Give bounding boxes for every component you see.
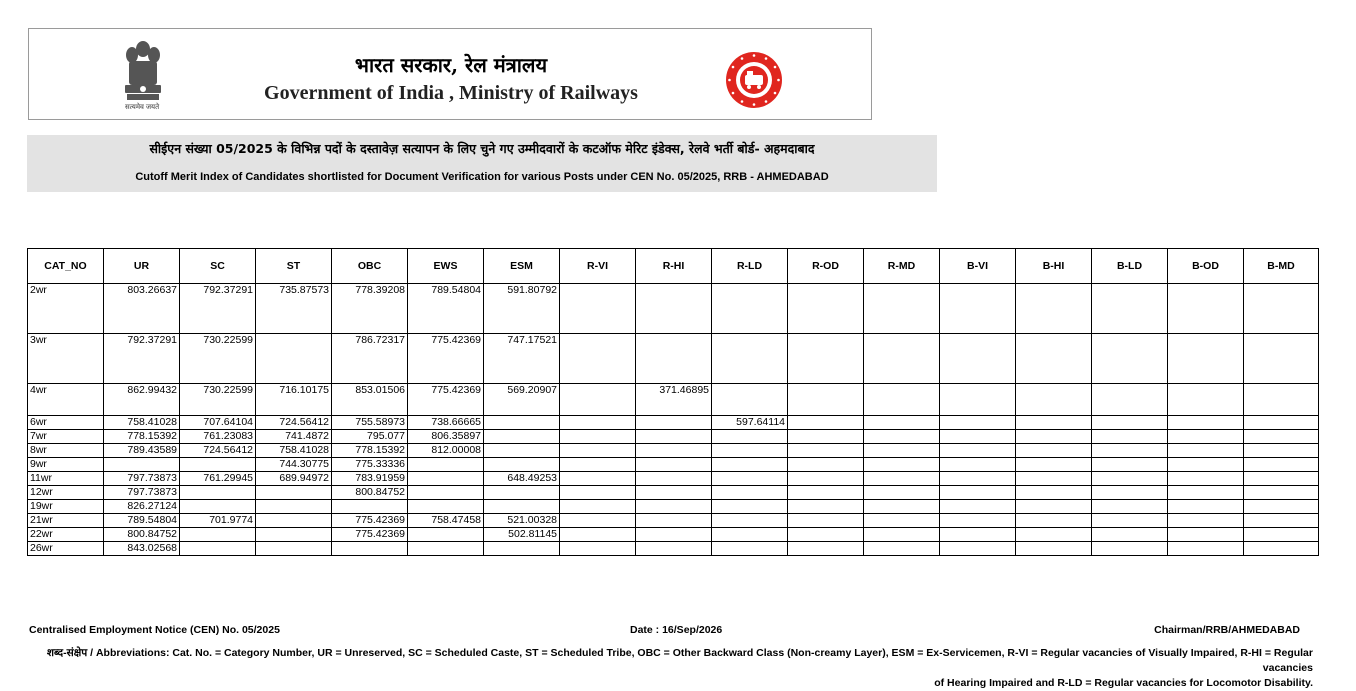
- score-cell: [940, 458, 1016, 472]
- score-cell: [636, 458, 712, 472]
- score-cell: [408, 500, 484, 514]
- score-cell: [180, 500, 256, 514]
- score-cell: [788, 542, 864, 556]
- score-cell: [788, 416, 864, 430]
- score-cell: [1244, 486, 1319, 500]
- column-header-b-hi: B-HI: [1016, 249, 1092, 284]
- table-row: [28, 472, 1319, 486]
- category-cell: 8wr: [28, 444, 104, 458]
- score-cell: [484, 444, 560, 458]
- score-cell: [1244, 458, 1319, 472]
- score-cell: [560, 430, 636, 444]
- score-cell: [636, 514, 712, 528]
- score-cell: 701.9774: [180, 514, 256, 528]
- score-cell: [712, 284, 788, 334]
- score-cell: [408, 542, 484, 556]
- score-cell: [104, 458, 180, 472]
- score-cell: [484, 486, 560, 500]
- score-cell: [1244, 416, 1319, 430]
- score-cell: [256, 486, 332, 500]
- score-cell: [1092, 444, 1168, 458]
- score-cell: [940, 444, 1016, 458]
- column-header-obc: OBC: [332, 249, 408, 284]
- score-cell: [1168, 458, 1244, 472]
- score-cell: [1016, 486, 1092, 500]
- score-cell: [1092, 486, 1168, 500]
- score-cell: [940, 430, 1016, 444]
- table-row: [28, 384, 1319, 416]
- score-cell: [712, 472, 788, 486]
- score-cell: [788, 334, 864, 384]
- score-cell: 597.64114: [712, 416, 788, 430]
- score-cell: [1092, 500, 1168, 514]
- table-row: [28, 514, 1319, 528]
- score-cell: 775.42369: [332, 514, 408, 528]
- abbreviations-line-1: शब्द-संक्षेप / Abbreviations: Cat. No. = Category Number, UR = Unreserved, SC = Scheduled Caste, ST = Scheduled Tribe, OBC = Other Backward Class (Non-creamy Layer), ESM = Ex-Servicemen, R-VI = Regular vacancies of Visually Impaired, R-HI = Regular vacancies: [46, 647, 1313, 674]
- signatory: Chairman/RRB/AHMEDABAD: [1154, 624, 1300, 636]
- score-cell: [940, 542, 1016, 556]
- score-cell: 724.56412: [180, 444, 256, 458]
- score-cell: 806.35897: [408, 430, 484, 444]
- cutoff-merit-table: [27, 248, 1319, 556]
- table-header-row: [28, 249, 1319, 284]
- score-cell: [788, 528, 864, 542]
- score-cell: [1244, 384, 1319, 416]
- score-cell: [864, 486, 940, 500]
- score-cell: 792.37291: [180, 284, 256, 334]
- score-cell: [1168, 384, 1244, 416]
- score-cell: [864, 444, 940, 458]
- score-cell: [332, 542, 408, 556]
- score-cell: 744.30775: [256, 458, 332, 472]
- score-cell: [256, 514, 332, 528]
- score-cell: 371.46895: [636, 384, 712, 416]
- score-cell: 853.01506: [332, 384, 408, 416]
- score-cell: 502.81145: [484, 528, 560, 542]
- score-cell: 775.33336: [332, 458, 408, 472]
- score-cell: [484, 416, 560, 430]
- score-cell: 775.42369: [408, 384, 484, 416]
- score-cell: 800.84752: [104, 528, 180, 542]
- score-cell: [180, 486, 256, 500]
- score-cell: [1168, 528, 1244, 542]
- indian-railways-logo-icon: [725, 51, 783, 109]
- score-cell: 778.15392: [104, 430, 180, 444]
- score-cell: [1016, 444, 1092, 458]
- score-cell: 689.94972: [256, 472, 332, 486]
- column-header-r-vi: R-VI: [560, 249, 636, 284]
- table-row: [28, 430, 1319, 444]
- score-cell: [408, 472, 484, 486]
- score-cell: [864, 416, 940, 430]
- score-cell: [484, 458, 560, 472]
- score-cell: [408, 528, 484, 542]
- table-row: [28, 486, 1319, 500]
- column-header-r-od: R-OD: [788, 249, 864, 284]
- score-cell: 730.22599: [180, 384, 256, 416]
- category-cell: 12wr: [28, 486, 104, 500]
- abbreviations-note: [29, 646, 1313, 691]
- score-cell: [940, 284, 1016, 334]
- score-cell: [560, 284, 636, 334]
- score-cell: [712, 458, 788, 472]
- table-row: [28, 542, 1319, 556]
- score-cell: [1016, 416, 1092, 430]
- score-cell: [864, 284, 940, 334]
- column-header-ews: EWS: [408, 249, 484, 284]
- score-cell: [560, 444, 636, 458]
- score-cell: [864, 384, 940, 416]
- notice-title-band: [27, 135, 937, 192]
- score-cell: [1168, 486, 1244, 500]
- score-cell: [940, 384, 1016, 416]
- score-cell: [788, 384, 864, 416]
- score-cell: [864, 334, 940, 384]
- score-cell: [940, 500, 1016, 514]
- score-cell: [180, 542, 256, 556]
- score-cell: [1244, 472, 1319, 486]
- score-cell: 738.66665: [408, 416, 484, 430]
- score-cell: 724.56412: [256, 416, 332, 430]
- score-cell: [1244, 542, 1319, 556]
- score-cell: [864, 542, 940, 556]
- score-cell: [636, 334, 712, 384]
- score-cell: 735.87573: [256, 284, 332, 334]
- ministry-title-english: Government of India , Ministry of Railways: [264, 82, 638, 104]
- category-cell: 26wr: [28, 542, 104, 556]
- score-cell: [788, 458, 864, 472]
- emblem-motto: सत्यमेव जयते: [125, 104, 160, 111]
- abbreviations-line-2: of Hearing Impaired and R-LD = Regular vacancies for Locomotor Disability.: [934, 677, 1313, 689]
- score-cell: [1016, 500, 1092, 514]
- table-row: [28, 334, 1319, 384]
- score-cell: [712, 486, 788, 500]
- score-cell: [1168, 284, 1244, 334]
- notice-title-english: Cutoff Merit Index of Candidates shortlisted for Document Verification for various Posts under CEN No. 05/2025, RRB - AHMEDABAD: [135, 171, 829, 183]
- score-cell: [940, 334, 1016, 384]
- score-cell: 800.84752: [332, 486, 408, 500]
- score-cell: [1092, 514, 1168, 528]
- score-cell: [560, 416, 636, 430]
- column-header-b-od: B-OD: [1168, 249, 1244, 284]
- score-cell: [1016, 458, 1092, 472]
- score-cell: [940, 416, 1016, 430]
- score-cell: [1092, 458, 1168, 472]
- score-cell: 741.4872: [256, 430, 332, 444]
- column-header-esm: ESM: [484, 249, 560, 284]
- column-header-r-ld: R-LD: [712, 249, 788, 284]
- table-row: [28, 444, 1319, 458]
- score-cell: [636, 284, 712, 334]
- score-cell: [712, 500, 788, 514]
- notice-date: Date : 16/Sep/2026: [630, 624, 723, 636]
- score-cell: [560, 542, 636, 556]
- table-row: [28, 284, 1319, 334]
- column-header-r-md: R-MD: [864, 249, 940, 284]
- notice-title-hindi: सीईएन संख्या 05/2025 के विभिन्न पदों के दस्तावेज़ सत्यापन के लिए चुने गए उम्मीदवारों के कटऑफ मेरिट इंडेक्स, रेलवे भर्ती बोर्ड- अहमदाबाद: [149, 141, 815, 156]
- score-cell: [560, 334, 636, 384]
- category-cell: 21wr: [28, 514, 104, 528]
- score-cell: [1244, 528, 1319, 542]
- score-cell: 797.73873: [104, 472, 180, 486]
- score-cell: [940, 472, 1016, 486]
- score-cell: [712, 528, 788, 542]
- score-cell: [1016, 384, 1092, 416]
- score-cell: [636, 486, 712, 500]
- score-cell: [1244, 334, 1319, 384]
- score-cell: [560, 472, 636, 486]
- score-cell: [712, 514, 788, 528]
- score-cell: 803.26637: [104, 284, 180, 334]
- score-cell: 786.72317: [332, 334, 408, 384]
- score-cell: [1092, 430, 1168, 444]
- score-cell: [1244, 444, 1319, 458]
- category-cell: 3wr: [28, 334, 104, 384]
- score-cell: [864, 500, 940, 514]
- category-cell: 19wr: [28, 500, 104, 514]
- score-cell: [484, 500, 560, 514]
- score-cell: [1092, 542, 1168, 556]
- score-cell: 789.54804: [408, 284, 484, 334]
- score-cell: [788, 486, 864, 500]
- score-cell: [1016, 430, 1092, 444]
- score-cell: [1244, 430, 1319, 444]
- score-cell: 812.00008: [408, 444, 484, 458]
- score-cell: 707.64104: [180, 416, 256, 430]
- score-cell: [1168, 500, 1244, 514]
- score-cell: 789.43589: [104, 444, 180, 458]
- score-cell: 569.20907: [484, 384, 560, 416]
- score-cell: [712, 384, 788, 416]
- score-cell: [788, 284, 864, 334]
- score-cell: [864, 458, 940, 472]
- table-row: [28, 416, 1319, 430]
- score-cell: 761.23083: [180, 430, 256, 444]
- score-cell: [940, 514, 1016, 528]
- column-header-ur: UR: [104, 249, 180, 284]
- column-header-st: ST: [256, 249, 332, 284]
- score-cell: [1168, 542, 1244, 556]
- score-cell: 716.10175: [256, 384, 332, 416]
- score-cell: 758.41028: [104, 416, 180, 430]
- letterhead: [28, 28, 872, 120]
- score-cell: 797.73873: [104, 486, 180, 500]
- score-cell: [1092, 284, 1168, 334]
- cen-reference: Centralised Employment Notice (CEN) No. 05/2025: [29, 624, 280, 636]
- score-cell: [1092, 416, 1168, 430]
- score-cell: [712, 542, 788, 556]
- table-row: [28, 458, 1319, 472]
- score-cell: [788, 514, 864, 528]
- score-cell: [180, 458, 256, 472]
- score-cell: 755.58973: [332, 416, 408, 430]
- score-cell: [484, 430, 560, 444]
- score-cell: 789.54804: [104, 514, 180, 528]
- ministry-title-hindi: भारत सरकार, रेल मंत्रालय: [354, 53, 548, 77]
- score-cell: [560, 458, 636, 472]
- score-cell: [1168, 472, 1244, 486]
- score-cell: [560, 486, 636, 500]
- score-cell: [560, 514, 636, 528]
- score-cell: [636, 444, 712, 458]
- table-row: [28, 500, 1319, 514]
- score-cell: [636, 528, 712, 542]
- category-cell: 11wr: [28, 472, 104, 486]
- score-cell: [1168, 444, 1244, 458]
- score-cell: [712, 334, 788, 384]
- score-cell: 843.02568: [104, 542, 180, 556]
- score-cell: [560, 384, 636, 416]
- score-cell: [788, 500, 864, 514]
- score-cell: 795.077: [332, 430, 408, 444]
- score-cell: [788, 472, 864, 486]
- score-cell: [1092, 528, 1168, 542]
- score-cell: 775.42369: [408, 334, 484, 384]
- table-row: [28, 528, 1319, 542]
- score-cell: [1168, 334, 1244, 384]
- score-cell: [940, 528, 1016, 542]
- score-cell: 648.49253: [484, 472, 560, 486]
- score-cell: [560, 500, 636, 514]
- score-cell: [864, 528, 940, 542]
- score-cell: 778.39208: [332, 284, 408, 334]
- score-cell: [1016, 472, 1092, 486]
- column-header-r-hi: R-HI: [636, 249, 712, 284]
- score-cell: [636, 500, 712, 514]
- score-cell: [788, 430, 864, 444]
- score-cell: 862.99432: [104, 384, 180, 416]
- score-cell: [408, 458, 484, 472]
- score-cell: [1016, 528, 1092, 542]
- score-cell: [484, 542, 560, 556]
- category-cell: 22wr: [28, 528, 104, 542]
- score-cell: [1016, 334, 1092, 384]
- score-cell: [1016, 542, 1092, 556]
- score-cell: [408, 486, 484, 500]
- score-cell: [636, 542, 712, 556]
- score-cell: 758.41028: [256, 444, 332, 458]
- score-cell: [1244, 500, 1319, 514]
- category-cell: 7wr: [28, 430, 104, 444]
- category-cell: 4wr: [28, 384, 104, 416]
- column-header-b-ld: B-LD: [1092, 249, 1168, 284]
- score-cell: 747.17521: [484, 334, 560, 384]
- score-cell: [712, 430, 788, 444]
- score-cell: 730.22599: [180, 334, 256, 384]
- score-cell: [864, 472, 940, 486]
- score-cell: 591.80792: [484, 284, 560, 334]
- score-cell: [1244, 284, 1319, 334]
- score-cell: [256, 334, 332, 384]
- score-cell: [1168, 416, 1244, 430]
- score-cell: [940, 486, 1016, 500]
- score-cell: [256, 528, 332, 542]
- score-cell: [1092, 384, 1168, 416]
- score-cell: [1168, 514, 1244, 528]
- score-cell: [1244, 514, 1319, 528]
- score-cell: [712, 444, 788, 458]
- score-cell: [636, 416, 712, 430]
- category-cell: 6wr: [28, 416, 104, 430]
- score-cell: [1092, 472, 1168, 486]
- score-cell: [1016, 284, 1092, 334]
- score-cell: [636, 472, 712, 486]
- score-cell: 758.47458: [408, 514, 484, 528]
- column-header-cat-no: CAT_NO: [28, 249, 104, 284]
- score-cell: 761.29945: [180, 472, 256, 486]
- column-header-b-md: B-MD: [1244, 249, 1319, 284]
- score-cell: [788, 444, 864, 458]
- category-cell: 9wr: [28, 458, 104, 472]
- score-cell: [636, 430, 712, 444]
- score-cell: 783.91959: [332, 472, 408, 486]
- score-cell: [332, 500, 408, 514]
- column-header-sc: SC: [180, 249, 256, 284]
- score-cell: [1092, 334, 1168, 384]
- score-cell: [256, 500, 332, 514]
- column-header-b-vi: B-VI: [940, 249, 1016, 284]
- score-cell: [256, 542, 332, 556]
- score-cell: [1016, 514, 1092, 528]
- score-cell: 792.37291: [104, 334, 180, 384]
- score-cell: [864, 514, 940, 528]
- score-cell: 826.27124: [104, 500, 180, 514]
- score-cell: 778.15392: [332, 444, 408, 458]
- score-cell: [560, 528, 636, 542]
- score-cell: 521.00328: [484, 514, 560, 528]
- score-cell: [1168, 430, 1244, 444]
- score-cell: [180, 528, 256, 542]
- score-cell: [864, 430, 940, 444]
- category-cell: 2wr: [28, 284, 104, 334]
- score-cell: 775.42369: [332, 528, 408, 542]
